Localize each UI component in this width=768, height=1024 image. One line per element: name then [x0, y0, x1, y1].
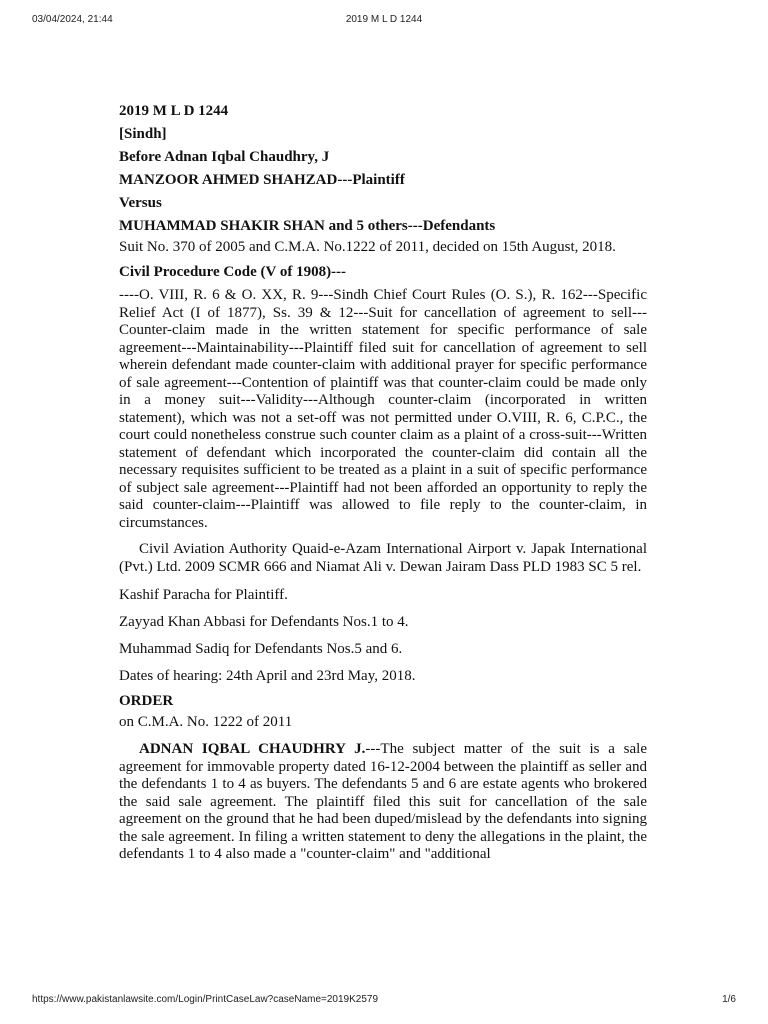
hearing-dates: Dates of hearing: 24th April and 23rd May, 2018. — [119, 668, 416, 684]
print-header — [0, 14, 768, 28]
order-subheading: on C.M.A. No. 1222 of 2011 — [119, 714, 293, 730]
bench: Before Adnan Iqbal Chaudhry, J — [119, 149, 330, 165]
versus: Versus — [119, 195, 162, 211]
source-url: https://www.pakistanlawsite.com/Login/PrintCaseLaw?caseName=2019K2579 — [32, 994, 379, 1005]
plaintiff: MANZOOR AHMED SHAHZAD---Plaintiff — [119, 172, 405, 188]
judge-name: ADNAN IQBAL CHAUDHRY J. — [139, 741, 366, 757]
court: [Sindh] — [119, 126, 167, 142]
counsel-defendants-1-4: Zayyad Khan Abbasi for Defendants Nos.1 to 4. — [119, 614, 409, 630]
suit-info: Suit No. 370 of 2005 and C.M.A. No.1222 of 2011, decided on 15th August, 2018. — [119, 239, 616, 255]
cited-cases: Civil Aviation Authority Quaid-e-Azam International Airport v. Japak International (Pvt.) Ltd. 2009 SCMR 666 and Niamat Ali v. Dewan Jairam Dass PLD 1983 SC 5 rel. — [119, 541, 647, 575]
order-body: ---The subject matter of the suit is a sale agreement for immovable property dated 16-12-2004 between the plaintiff as seller and the defendants 1 to 4 as buyers. The defendants 5 and 6 are estate agents who brokered the said sale agreement. The plaintiff filed this suit for cancellation of the sale agreement on the ground that he had been duped/mislead by the defendants into signing the sale agreement. In filing a written statement to deny the allegations in the plaint, the defendants 1 to 4 also made a "counter-claim" and "additional — [119, 741, 647, 862]
citation: 2019 M L D 1244 — [119, 103, 229, 119]
defendants: MUHAMMAD SHAKIR SHAN and 5 others---Defendants — [119, 218, 496, 234]
counsel-plaintiff: Kashif Paracha for Plaintiff. — [119, 587, 288, 603]
order-paragraph — [119, 741, 647, 864]
counsel-defendants-5-6: Muhammad Sadiq for Defendants Nos.5 and 6. — [119, 641, 403, 657]
print-title: 2019 M L D 1244 — [345, 14, 423, 25]
document-body — [119, 101, 647, 864]
print-footer — [0, 994, 768, 1008]
page-number: 1/6 — [722, 994, 736, 1005]
headnote: ----O. VIII, R. 6 & O. XX, R. 9---Sindh Chief Court Rules (O. S.), R. 162---Specific Relief Act (I of 1877), Ss. 39 & 12---Suit for cancellation of agreement to sell---Counter-claim made in the written statement for specific performance of sale agreement---Maintainability---Plaintiff filed suit for cancellation of agreement to sell wherein defendant made counter-claim with additional prayer for specific performance of sale agreement---Contention of plaintiff was that counter-claim could be made only in a money suit---Validity---Although counter-claim (incorporated in written statement), which was not a set-off was not permitted under O.VIII, R. 6, C.P.C., the court could nonetheless construe such counter claim as a plaint of a cross-suit---Written statement of defendant which incorporated the counter-claim did contain all the necessary requisites sufficient to be treated as a plaint in a suit of specific performance of subject sale agreement---Plaintiff had not been afforded an opportunity to reply the said counter-claim---Plaintiff was allowed to file reply to the counter-claim, in circumstances. — [119, 287, 647, 531]
print-datetime: 03/04/2024, 21:44 — [32, 14, 113, 25]
order-heading: ORDER — [119, 693, 174, 709]
statute-heading: Civil Procedure Code (V of 1908)--- — [119, 264, 347, 280]
